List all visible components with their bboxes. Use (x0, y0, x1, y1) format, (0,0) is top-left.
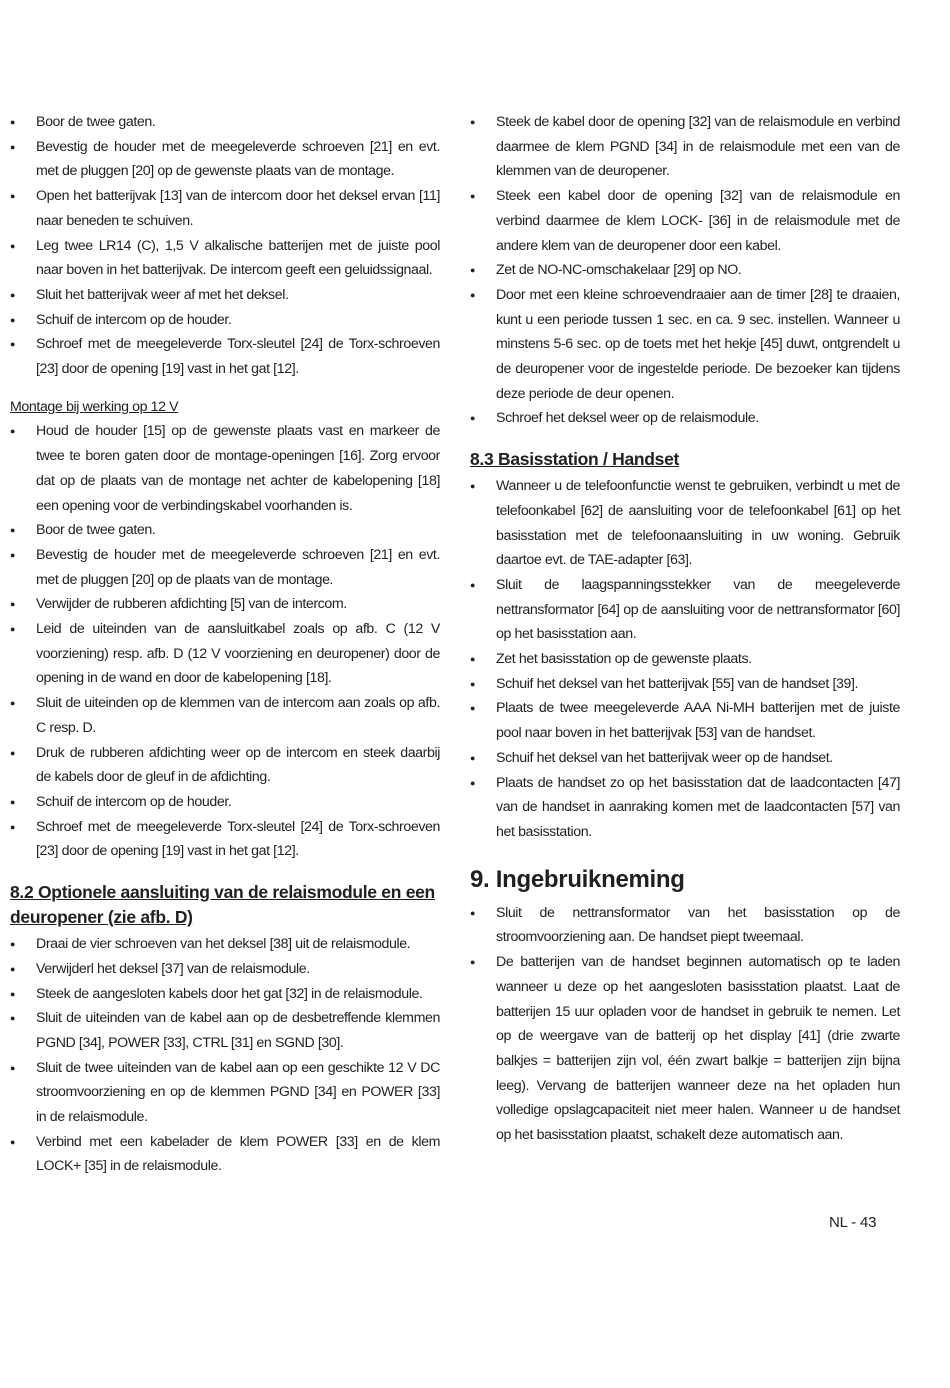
list-item: ● Sluit de nettransformator van het basisstation op de stroomvoorziening aan. De handset piept tweemaal. (470, 901, 900, 950)
list-item: ● Schroef met de meegeleverde Torx-sleutel [24] de Torx-schroeven [23] door de opening [19] vast in het gat [12]. (10, 332, 440, 381)
list-item: ● Schuif de intercom op de houder. (10, 790, 440, 815)
list-item: ● Plaats de twee meegeleverde AAA Ni-MH batterijen met de juiste pool naar boven in het batterijvak [53] van de handset. (470, 696, 900, 745)
bullet-list (10, 932, 440, 1179)
page-number: NL - 43 (829, 1214, 877, 1231)
list-item: ● Open het batterijvak [13] van de intercom door het deksel ervan [11] naar beneden te schuiven. (10, 184, 440, 233)
list-item: ● Schuif het deksel van het batterijvak weer op de handset. (470, 746, 900, 771)
list-item: ● Leid de uiteinden van de aansluitkabel zoals op afb. C (12 V voorziening) resp. afb. D (12 V voorziening en deuropener) door de opening in de wand en door de kabelopening [18]. (10, 617, 440, 691)
list-item: ● Zet de NO-NC-omschakelaar [29] op NO. (470, 258, 900, 283)
list-item: ● Steek de aangesloten kabels door het gat [32] in de relaismodule. (10, 982, 440, 1007)
list-item: ● Verwijderl het deksel [37] van de relaismodule. (10, 957, 440, 982)
bullet-list (470, 110, 900, 431)
list-item: ● Sluit de laagspanningsstekker van de meegeleverde nettransformator [64] op de aansluiting voor de nettransformator [60] op het basisstation aan. (470, 573, 900, 647)
list-item: ● Sluit de uiteinden op de klemmen van de intercom aan zoals op afb. C resp. D. (10, 691, 440, 740)
right-column (470, 110, 900, 1148)
list-item: ● Steek de kabel door de opening [32] van de relaismodule en verbind daarmee de klem PGND [34] in de relaismodule met een van de klemmen van de deuropener. (470, 110, 900, 184)
list-item: ● Druk de rubberen afdichting weer op de intercom en steek daarbij de kabels door de gleuf in de afdichting. (10, 741, 440, 790)
bullet-list (10, 110, 440, 382)
list-item: ● De batterijen van de handset beginnen automatisch op te laden wanneer u deze op het aangesloten basisstation plaatst. Laat de batterijen 15 uur opladen voor de handset in gebruik te nemen. Let op de weergave van de batterij op het display [41] (drie zwarte balkjes = batterijen zijn vol, één zwart balkje = batterijen zijn bijna leeg). Vervang de batterijen wanneer deze na het opladen hun volledige opslagcapaciteit niet meer halen. Wanneer u de handset op het basisstation plaatst, schakelt deze automatisch aan. (470, 950, 900, 1148)
list-item: ● Schuif het deksel van het batterijvak [55] van de handset [39]. (470, 672, 900, 697)
list-item: ● Draai de vier schroeven van het deksel [38] uit de relaismodule. (10, 932, 440, 957)
list-item: ● Plaats de handset zo op het basisstation dat de laadcontacten [47] van de handset in aanraking komen met de laadcontacten [57] van het basisstation. (470, 771, 900, 845)
list-item: ● Zet het basisstation op de gewenste plaats. (470, 647, 900, 672)
list-item: ● Door met een kleine schroevendraaier aan de timer [28] te draaien, kunt u een periode tussen 1 sec. en ca. 9 sec. instellen. Wanneer u minstens 5-6 sec. op de toets met het hekje [45] duwt, ontgrendelt u de deuropener voor de ingestelde periode. De bezoeker kan tijdens deze periode de deur openen. (470, 283, 900, 407)
list-item: ● Sluit de twee uiteinden van de kabel aan op een geschikte 12 V DC stroomvoorziening en op de klemmen PGND [34] en POWER [33] in de relaismodule. (10, 1056, 440, 1130)
list-item: ● Bevestig de houder met de meegeleverde schroeven [21] en evt. met de pluggen [20] op de plaats van de montage. (10, 543, 440, 592)
section-heading-9: 9. Ingebruikneming (470, 865, 685, 893)
list-item: ● Verbind met een kabelader de klem POWER [33] en de klem LOCK+ [35] in de relaismodule. (10, 1130, 440, 1179)
subheading-12v: Montage bij werking op 12 V (10, 398, 179, 415)
bullet-list (470, 901, 900, 1148)
list-item: ● Bevestig de houder met de meegeleverde schroeven [21] en evt. met de pluggen [20] op de gewenste plaats van de montage. (10, 135, 440, 184)
list-item: ● Boor de twee gaten. (10, 518, 440, 543)
section-heading-8-2: 8.2 Optionele aansluiting van de relaismodule en een deuropener (zie afb. D) (10, 882, 435, 928)
list-item: ● Leg twee LR14 (C), 1,5 V alkalische batterijen met de juiste pool naar boven in het batterijvak. De intercom geeft een geluidssignaal. (10, 234, 440, 283)
left-column (10, 110, 440, 1179)
section-heading-8-3: 8.3 Basisstation / Handset (470, 449, 680, 470)
bullet-list (10, 419, 440, 864)
list-item: ● Houd de houder [15] op de gewenste plaats vast en markeer de twee te boren gaten door de montage-openingen [16]. Zorg ervoor dat op de plaats van de montage net achter de kabelopening [18] een opening voor de verbindingskabel voorhanden is. (10, 419, 440, 518)
bullet-list (470, 474, 900, 845)
list-item: ● Steek een kabel door de opening [32] van de relaismodule en verbind daarmee de klem LOCK- [36] in de relaismodule met de andere klem van de deuropener door een kabel. (470, 184, 900, 258)
list-item: ● Sluit het batterijvak weer af met het deksel. (10, 283, 440, 308)
list-item: ● Wanneer u de telefoonfunctie wenst te gebruiken, verbindt u met de telefoonkabel [62] de aansluiting voor de telefoonkabel [61] op het basisstation met de telefoonaansluiting in uw woning. Gebruik daartoe evt. de TAE-adapter [63]. (470, 474, 900, 573)
list-item: ● Schroef het deksel weer op de relaismodule. (470, 406, 900, 431)
list-item: ● Verwijder de rubberen afdichting [5] van de intercom. (10, 592, 440, 617)
list-item: ● Schroef met de meegeleverde Torx-sleutel [24] de Torx-schroeven [23] door de opening [19] vast in het gat [12]. (10, 815, 440, 864)
list-item: ● Sluit de uiteinden van de kabel aan op de desbetreffende klemmen PGND [34], POWER [33], CTRL [31] en SGND [30]. (10, 1006, 440, 1055)
list-item: ● Boor de twee gaten. (10, 110, 440, 135)
list-item: ● Schuif de intercom op de houder. (10, 308, 440, 333)
